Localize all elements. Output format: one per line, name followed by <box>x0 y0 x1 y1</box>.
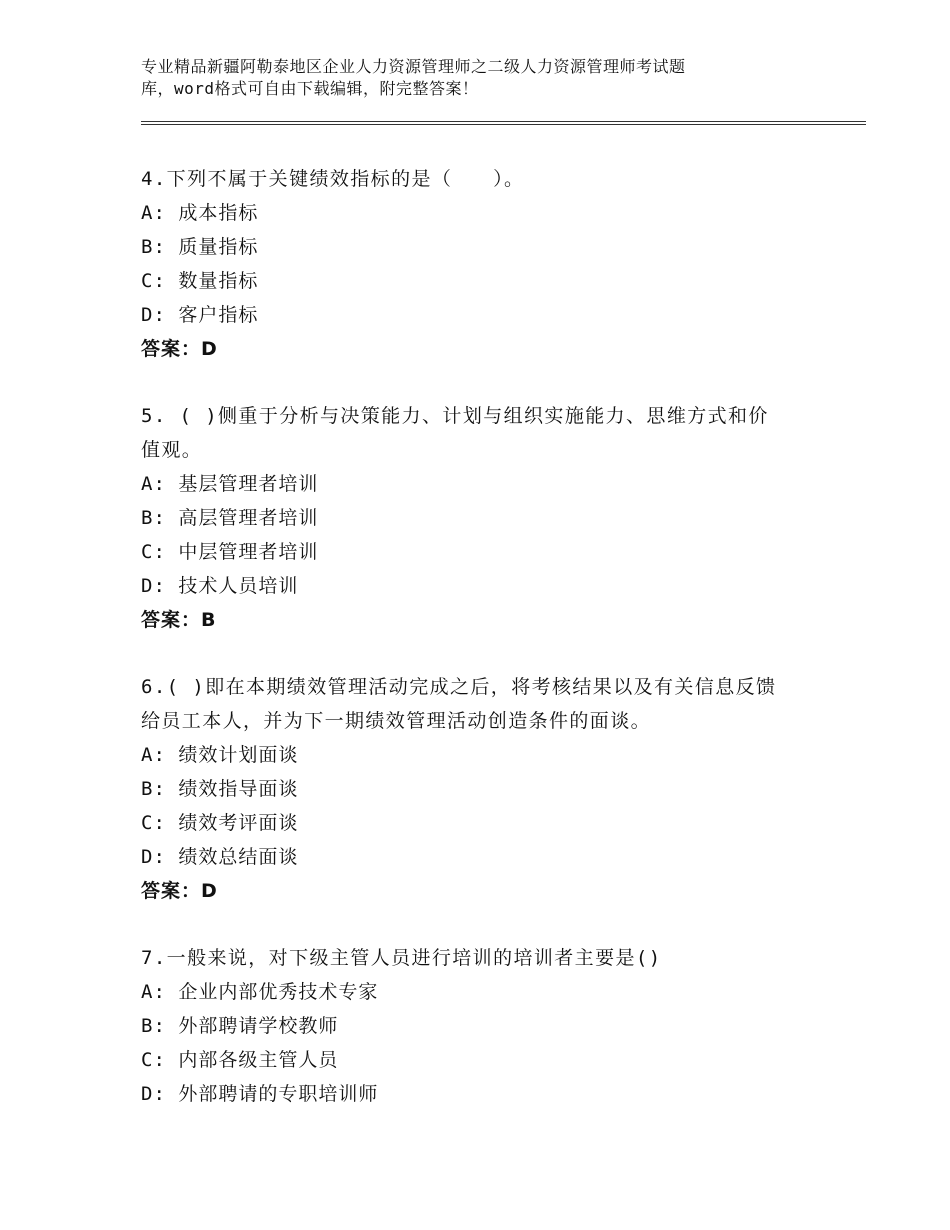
option-b: B: 绩效指导面谈 <box>141 778 299 800</box>
option-d: D: 绩效总结面谈 <box>141 846 299 868</box>
option-a: A: 绩效计划面谈 <box>141 744 299 766</box>
option-a: A: 成本指标 <box>141 202 259 224</box>
answer-label: 答案：D <box>141 338 218 360</box>
option-c: C: 中层管理者培训 <box>141 541 319 563</box>
question-stem-line-1: 5. ( )侧重于分析与决策能力、计划与组织实施能力、思维方式和价 <box>141 405 769 427</box>
header-divider-bottom <box>141 124 866 125</box>
option-c: C: 数量指标 <box>141 270 259 292</box>
option-a: A: 基层管理者培训 <box>141 473 319 495</box>
question-stem: 4.下列不属于关键绩效指标的是（ ）。 <box>141 168 525 190</box>
question-stem-line-1: 6.( )即在本期绩效管理活动完成之后，将考核结果以及有关信息反馈 <box>141 676 777 698</box>
document-header <box>141 56 841 100</box>
question-4 <box>141 162 841 366</box>
question-5 <box>141 399 841 637</box>
option-b: B: 外部聘请学校教师 <box>141 1015 339 1037</box>
question-7 <box>141 941 841 1111</box>
question-stem-line-2: 值观。 <box>141 439 203 461</box>
question-stem-line-2: 给员工本人，并为下一期绩效管理活动创造条件的面谈。 <box>141 710 652 732</box>
answer-label: 答案：B <box>141 609 217 631</box>
question-stem: 7.一般来说，对下级主管人员进行培训的培训者主要是() <box>141 947 662 969</box>
option-c: C: 绩效考评面谈 <box>141 812 299 834</box>
option-a: A: 企业内部优秀技术专家 <box>141 981 379 1003</box>
option-c: C: 内部各级主管人员 <box>141 1049 339 1071</box>
header-divider-top <box>141 121 866 122</box>
option-d: D: 外部聘请的专职培训师 <box>141 1083 379 1105</box>
question-6 <box>141 670 841 908</box>
option-b: B: 高层管理者培训 <box>141 507 319 529</box>
option-b: B: 质量指标 <box>141 236 259 258</box>
option-d: D: 客户指标 <box>141 304 259 326</box>
header-line-2: 库，word格式可自由下载编辑，附完整答案！ <box>141 79 479 98</box>
header-line-1: 专业精品新疆阿勒泰地区企业人力资源管理师之二级人力资源管理师考试题 <box>141 57 686 76</box>
option-d: D: 技术人员培训 <box>141 575 299 597</box>
question-list <box>141 162 841 1144</box>
answer-label: 答案：D <box>141 880 218 902</box>
